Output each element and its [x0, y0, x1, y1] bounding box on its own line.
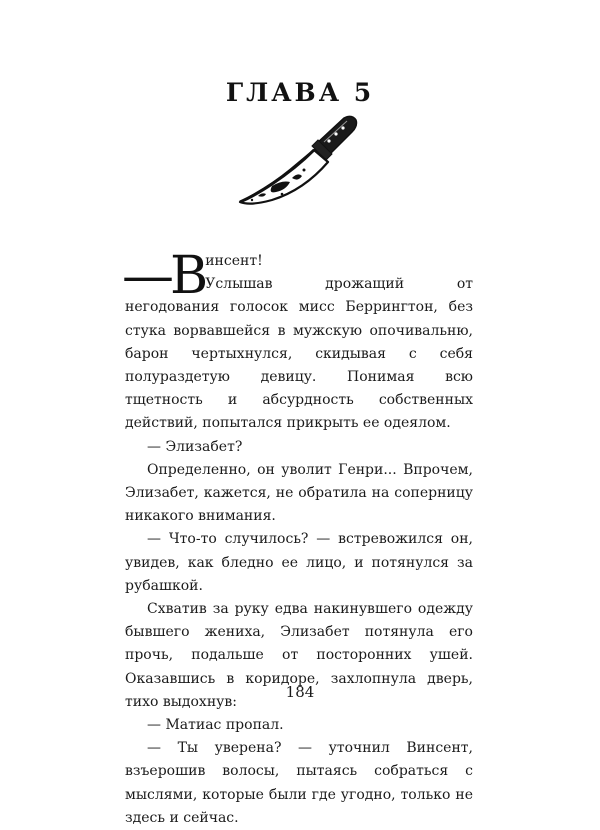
- paragraph-5: Схватив за руку едва накинувшего одежду бывшего жениха, Элизабет потянула его прочь, подальше от посторонних ушей. Оказавшись в коридоре, захлопнула дверь, тихо выдохнув:: [125, 601, 473, 710]
- page-number: 184: [285, 683, 315, 701]
- paragraph-1: Услышав дрожащий от негодования голосок мисс Беррингтон, без стука ворвавшейся в мужскую опочивальню, барон чертыхнулся, скидывая с себя полураздетую девицу. Понимая всю тщетность и абсурдность собственных действий, попытался прикрыть ее одеялом.: [125, 276, 473, 432]
- paragraph-3: Определенно, он уволит Генри... Впрочем, Элизабет, кажется, не обратила на соперницу никакого внимания.: [125, 461, 473, 525]
- paragraph-4: — Что-то случилось? — встревожился он, увидев, как бледно ее лицо, и потянулся за рубашкой.: [125, 531, 473, 594]
- opening-line: инсент!: [205, 253, 263, 269]
- drop-cap: —В: [122, 246, 205, 306]
- paragraph-2: — Элизабет?: [147, 438, 243, 455]
- chapter-title: ГЛАВА 5: [225, 78, 375, 107]
- paragraph-7: — Ты уверена? — уточнил Винсент, взъерошив волосы, пытаясь собраться с мыслями, которые были где угодно, только не здесь и сейчас.: [125, 740, 473, 826]
- knife-icon: [232, 112, 362, 207]
- paragraph-6: — Матиас пропал.: [147, 717, 284, 734]
- chapter-body: [122, 246, 473, 830]
- opening-paragraph: [122, 246, 473, 436]
